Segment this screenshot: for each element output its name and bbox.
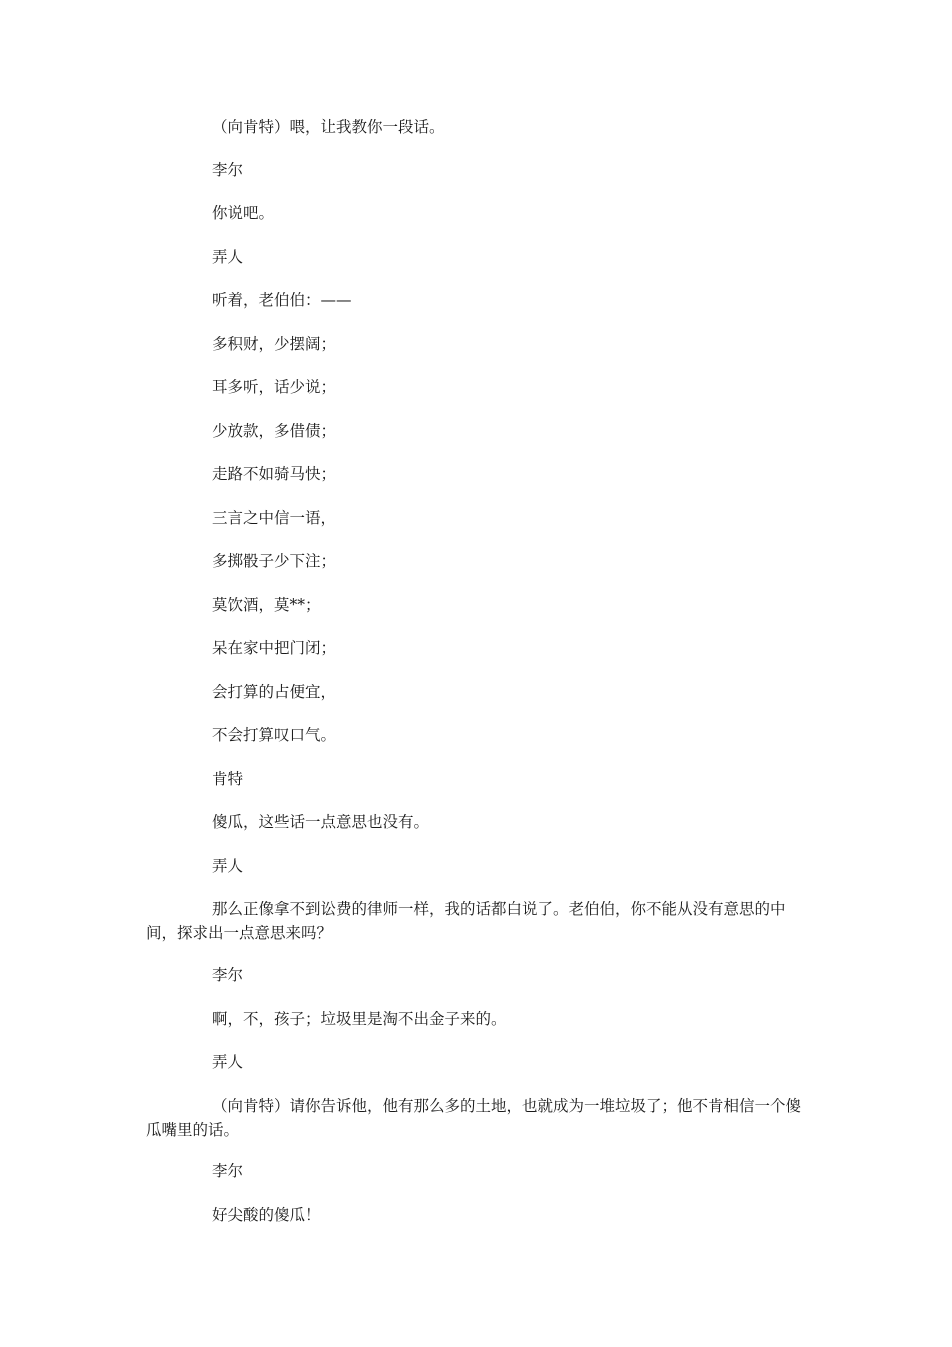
paragraph: 听着，老伯伯：—— [212, 291, 352, 309]
speaker-name: 弄人 [212, 857, 244, 875]
paragraph: 啊，不，孩子；垃圾里是淘不出金子来的。 [212, 1010, 507, 1028]
paragraph: 傻瓜，这些话一点意思也没有。 [212, 813, 430, 831]
verse-line: 莫饮酒，莫**； [212, 596, 321, 614]
speaker-name: 李尔 [212, 1162, 244, 1180]
verse-line: 少放款，多借债； [212, 422, 337, 440]
paragraph: 你说吧。 [212, 204, 275, 222]
verse-line: 耳多听，话少说； [212, 378, 337, 396]
speaker-name: 李尔 [212, 161, 244, 179]
verse-line: 多掷骰子少下注； [212, 552, 337, 570]
paragraph: （向肯特）喂，让我教你一段话。 [212, 118, 445, 136]
verse-line: 多积财，少摆阔； [212, 335, 337, 353]
verse-line: 不会打算叹口气。 [212, 726, 337, 744]
paragraph: （向肯特）请你告诉他，他有那么多的土地，也就成为一堆垃圾了；他不肯相信一个傻瓜嘴里的话。 [146, 1097, 802, 1139]
verse-line: 会打算的占便宜， [212, 683, 337, 701]
speaker-name: 弄人 [212, 248, 244, 266]
paragraph: 好尖酸的傻瓜！ [212, 1206, 321, 1224]
speaker-name: 弄人 [212, 1053, 244, 1071]
paragraph: 那么正像拿不到讼费的律师一样，我的话都白说了。老伯伯，你不能从没有意思的中间，探求出一点意思来吗？ [146, 900, 786, 942]
verse-line: 走路不如骑马快； [212, 465, 337, 483]
speaker-name: 李尔 [212, 966, 244, 984]
verse-line: 三言之中信一语， [212, 509, 337, 527]
verse-line: 呆在家中把门闭； [212, 639, 337, 657]
speaker-name: 肯特 [212, 770, 244, 788]
